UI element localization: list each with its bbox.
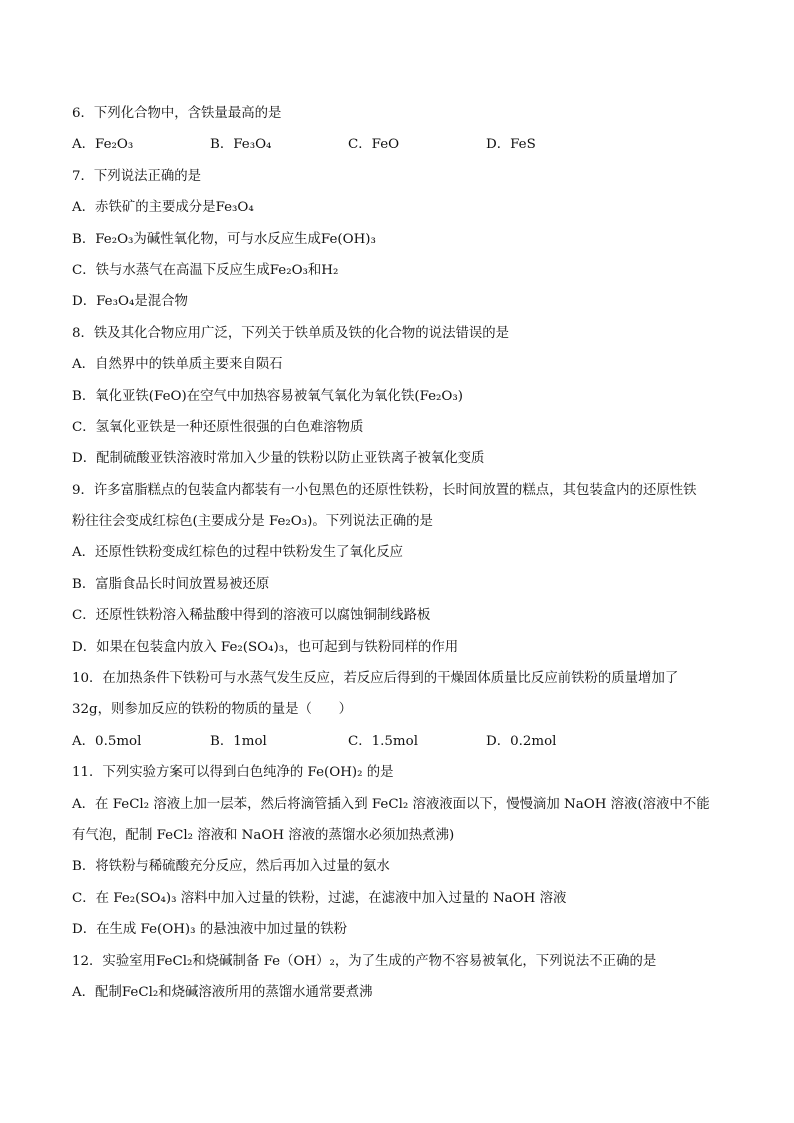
text-line: A．配制FeCl₂和烧碱溶液所用的蒸馏水通常要煮沸 (72, 984, 373, 1000)
text-line: A．自然界中的铁单质主要来自陨石 (72, 357, 283, 373)
option-row (72, 726, 732, 757)
text-line: B．将铁粉与稀硫酸充分反应，然后再加入过量的氨水 (72, 859, 390, 875)
text-line: B．富脂食品长时间放置易被还原 (72, 576, 270, 592)
option-text: D．0.2mol (486, 733, 557, 749)
text-line: C．铁与水蒸气在高温下反应生成Fe₂O₃和H₂ (72, 262, 339, 278)
text-line: 11．下列实验方案可以得到白色纯净的 Fe(OH)₂ 的是 (72, 765, 394, 781)
text-line: 粉往往会变成红棕色(主要成分是 Fe₂O₃)。下列说法正确的是 (72, 514, 433, 530)
text-line: C．还原性铁粉溶入稀盐酸中得到的溶液可以腐蚀铜制线路板 (72, 608, 431, 624)
text-line: A．还原性铁粉变成红棕色的过程中铁粉发生了氧化反应 (72, 545, 404, 561)
text-line: 8．铁及其化合物应用广泛，下列关于铁单质及铁的化合物的说法错误的是 (72, 325, 510, 341)
text-line: 7．下列说法正确的是 (72, 168, 202, 184)
text-line: D．在生成 Fe(OH)₃ 的悬浊液中加过量的铁粉 (72, 922, 348, 938)
option-text: A．0.5mol (72, 733, 142, 749)
text-line: C．氢氧化亚铁是一种还原性很强的白色难溶物质 (72, 419, 364, 435)
text-line: 有气泡，配制 FeCl₂ 溶液和 NaOH 溶液的蒸馏水必须加热煮沸) (72, 827, 455, 843)
text-line: B．Fe₂O₃为碱性氧化物，可与水反应生成Fe(OH)₃ (72, 231, 376, 247)
option-text: D．FeS (486, 137, 536, 153)
document-page (72, 98, 732, 1008)
option-row (72, 129, 732, 160)
option-text: B．Fe₃O₄ (210, 137, 272, 153)
text-line: 32g，则参加反应的铁粉的物质的量是（ ） (72, 702, 353, 718)
text-line: 10．在加热条件下铁粉可与水蒸气发生反应，若反应后得到的干燥固体质量比反应前铁粉的质量增加了 (72, 671, 679, 687)
option-text: C．FeO (348, 137, 400, 153)
text-line: B．氧化亚铁(FeO)在空气中加热容易被氧气氧化为氧化铁(Fe₂O₃) (72, 388, 463, 404)
text-line: D．如果在包装盒内放入 Fe₂(SO₄)₃，也可起到与铁粉同样的作用 (72, 639, 459, 655)
text-line: A．在 FeCl₂ 溶液上加一层苯，然后将滴管插入到 FeCl₂ 溶液液面以下，慢慢滴加 NaOH 溶液(溶液中不能 (72, 796, 710, 812)
text-line: D．配制硫酸亚铁溶液时常加入少量的铁粉以防止亚铁离子被氧化变质 (72, 451, 485, 467)
text-line: D．Fe₃O₄是混合物 (72, 294, 188, 310)
text-line: C．在 Fe₂(SO₄)₃ 溶料中加入过量的铁粉，过滤，在滤液中加入过量的 NaOH 溶液 (72, 890, 567, 906)
option-text: C．1.5mol (348, 733, 418, 749)
option-text: A．Fe₂O₃ (72, 137, 134, 153)
text-line: 12．实验室用FeCl₂和烧碱制备 Fe（OH）₂，为了生成的产物不容易被氧化，下列说法不正确的是 (72, 953, 657, 969)
text-line: A．赤铁矿的主要成分是Fe₃O₄ (72, 200, 254, 216)
option-text: B．1mol (210, 733, 267, 749)
text-line: 9．许多富脂糕点的包装盒内都装有一小包黑色的还原性铁粉，长时间放置的糕点，其包装盒内的还原性铁 (72, 482, 697, 498)
text-line: 6．下列化合物中，含铁量最高的是 (72, 106, 282, 121)
